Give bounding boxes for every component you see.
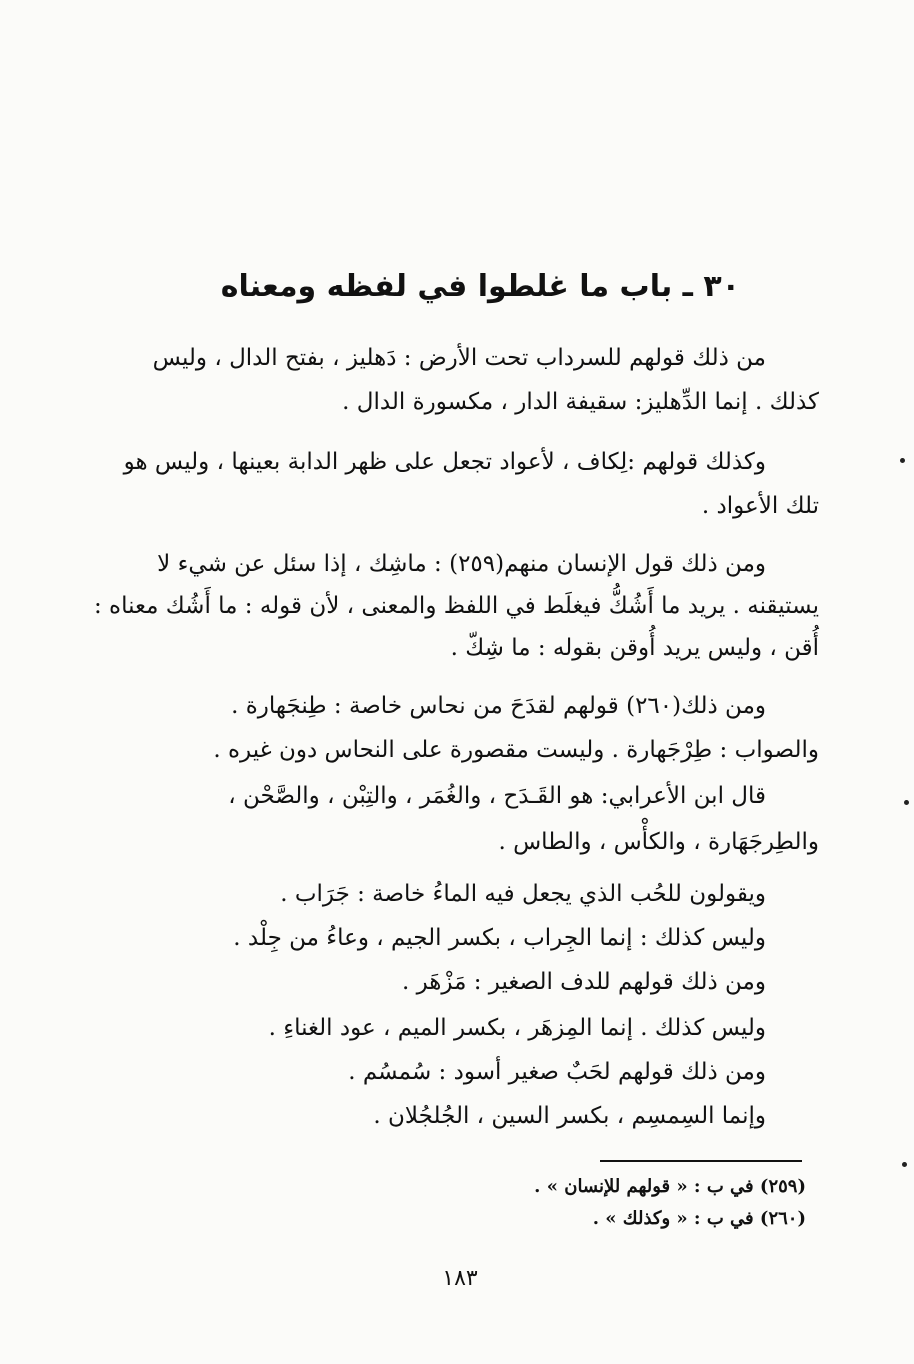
footnote-260: (٢٦٠) في ب : « وكذلك » .: [592, 1208, 806, 1229]
text-line-17: وإنما السِمسِم ، بكسر السين ، الجُلجُلان .: [373, 1103, 766, 1129]
text-line-14: ومن ذلك قولهم للدف الصغير : مَزْهَر .: [401, 969, 766, 995]
text-line-15: وليس كذلك . إنما المِزهَر ، بكسر الميم ، عود الغناءِ .: [268, 1015, 766, 1041]
text-line-13: وليس كذلك : إنما الجِراب ، بكسر الجيم ، وعاءُ من جِلْد .: [233, 925, 766, 951]
page-number: ١٨٣: [442, 1266, 478, 1291]
scan-speck: [904, 800, 909, 805]
footnote-separator: [600, 1160, 802, 1162]
footnote-259: (٢٥٩) في ب : « قولهم للإنسان » .: [534, 1176, 806, 1197]
text-line-4: تلك الأعواد .: [701, 493, 819, 519]
text-line-2: كذلك . إنما الدِّهليز: سقيفة الدار ، مكسورة الدال .: [342, 389, 819, 415]
text-line-1: من ذلك قولهم للسرداب تحت الأرض : دَهليز ، بفتح الدال ، وليس: [152, 345, 766, 371]
chapter-title: ٣٠ ـ باب ما غلطوا في لفظه ومعناه: [220, 269, 740, 304]
text-line-5: ومن ذلك قول الإنسان منهم(٢٥٩) : ماشِك ، إذا سئل عن شيء لا: [157, 551, 766, 577]
text-line-9: والصواب : طِرْجَهارة . وليست مقصورة على النحاس دون غيره .: [213, 737, 819, 763]
scan-speck: [902, 1162, 907, 1167]
text-line-6: يستيقنه . يريد ما أَشُكُّ فيغلَط في اللفظ والمعنى ، لأن قوله : ما أَشُك معناه :: [94, 593, 819, 619]
text-line-10: قال ابن الأعرابي: هو القَـدَح ، والغُمَر ، والتِبْن ، والصَّحْن ،: [228, 783, 766, 809]
text-line-12: ويقولون للحُب الذي يجعل فيه الماءُ خاصة : جَرَاب .: [280, 881, 766, 907]
text-line-7: أُقن ، وليس يريد أُوقن بقوله : ما شِكّ .: [450, 635, 819, 661]
text-line-3: وكذلك قولهم :لِكاف ، لأعواد تجعل على ظهر الدابة بعينها ، وليس هو: [123, 449, 766, 475]
text-line-11: والطِرجَهَارة ، والكأْس ، والطاس .: [498, 829, 819, 855]
text-line-8: ومن ذلك(٢٦٠) قولهم لقدَحَ من نحاس خاصة : طِنجَهارة .: [231, 693, 766, 719]
scan-speck: [900, 458, 905, 463]
text-line-16: ومن ذلك قولهم لحَبٌ صغير أسود : سُمسُم .: [348, 1059, 766, 1085]
